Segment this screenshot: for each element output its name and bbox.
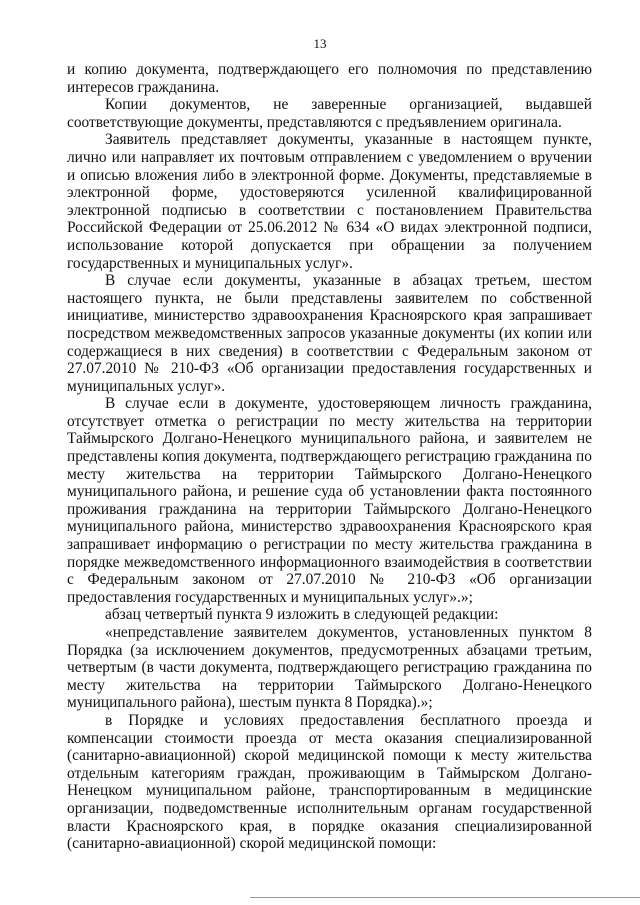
- page-number: 13: [313, 36, 327, 51]
- paragraph-interagency-requests: В случае если документы, указанные в абзацах третьем, шестом настоящего пункта, не были представлены заявителем по собственной инициативе, министерство здравоохранения Красноярского края запрашивает посредством межведомственных запросов указанные документы (их копии или содержащиеся в них сведения) в соответствии с Федеральным законом от 27.07.2010 № 210-ФЗ «Об организации предоставления государственных и муниципальных услуг».: [67, 272, 592, 395]
- paragraph-travel-compensation: в Порядке и условиях предоставления бесплатного проезда и компенсации стоимости проезда от места оказания специализированной (санитарно-авиационной) скорой медицинской помощи к месту жительства отдельным категориям граждан, проживающим в Таймырском Долгано-Ненецком муниципальном районе, транспортированным в медицинские организации, подведомственные исполнительным органам государственной власти Красноярского края, в порядке оказания специализированной (санитарно-авиационной) скорой медицинской помощи:: [67, 711, 592, 853]
- document-body: [67, 61, 592, 853]
- paragraph-registration: В случае если в документе, удостоверяющем личность гражданина, отсутствует отметка о регистрации по месту жительства на территории Таймырского Долгано-Ненецкого муниципального района, и заявителем не представлены копия документа, подтверждающего регистрацию гражданина по месту жительства на территории Таймырского Долгано-Ненецкого муниципального района, и решение суда об установлении факта постоянного проживания гражданина на территории Таймырского Долгано-Ненецкого муниципального района, министерство здравоохранения Красноярского края запрашивает информацию о регистрации по месту жительства гражданина в порядке межведомственного информационного взаимодействия в соответствии с Федеральным законом от 27.07.2010 № 210-ФЗ «Об организации предоставления государственных и муниципальных услуг».»;: [67, 395, 592, 606]
- paragraph-continuation: и копию документа, подтверждающего его полномочия по представлению интересов гражданина.: [67, 61, 592, 96]
- paragraph-amendment-instruction: абзац четвертый пункта 9 изложить в следующей редакции:: [105, 606, 499, 624]
- bottom-rule: [250, 897, 640, 898]
- paragraph-submission: Заявитель представляет документы, указанные в настоящем пункте, лично или направляет их почтовым отправлением с уведомлением о вручении и описью вложения либо в электронной форме. Документы, представляемые в электронной форме, удостоверяются усиленной квалифицированной электронной подписью в соответствии с постановлением Правительства Российской Федерации от 25.06.2012 № 634 «О видах электронной подписи, использование которой допускается при обращении за получением государственных и муниципальных услуг».: [67, 131, 592, 272]
- paragraph-amendment-text: «непредставление заявителем документов, установленных пунктом 8 Порядка (за исключением документов, предусмотренных абзацами третьим, четвертым (в части документа, подтверждающего регистрацию гражданина по месту жительства на территории Таймырского Долгано-Ненецкого муниципального района), шестым пункта 8 Порядка).»;: [67, 624, 592, 712]
- paragraph-copies: Копии документов, не заверенные организацией, выдавшей соответствующие документы, представляются с предъявлением оригинала.: [67, 96, 592, 131]
